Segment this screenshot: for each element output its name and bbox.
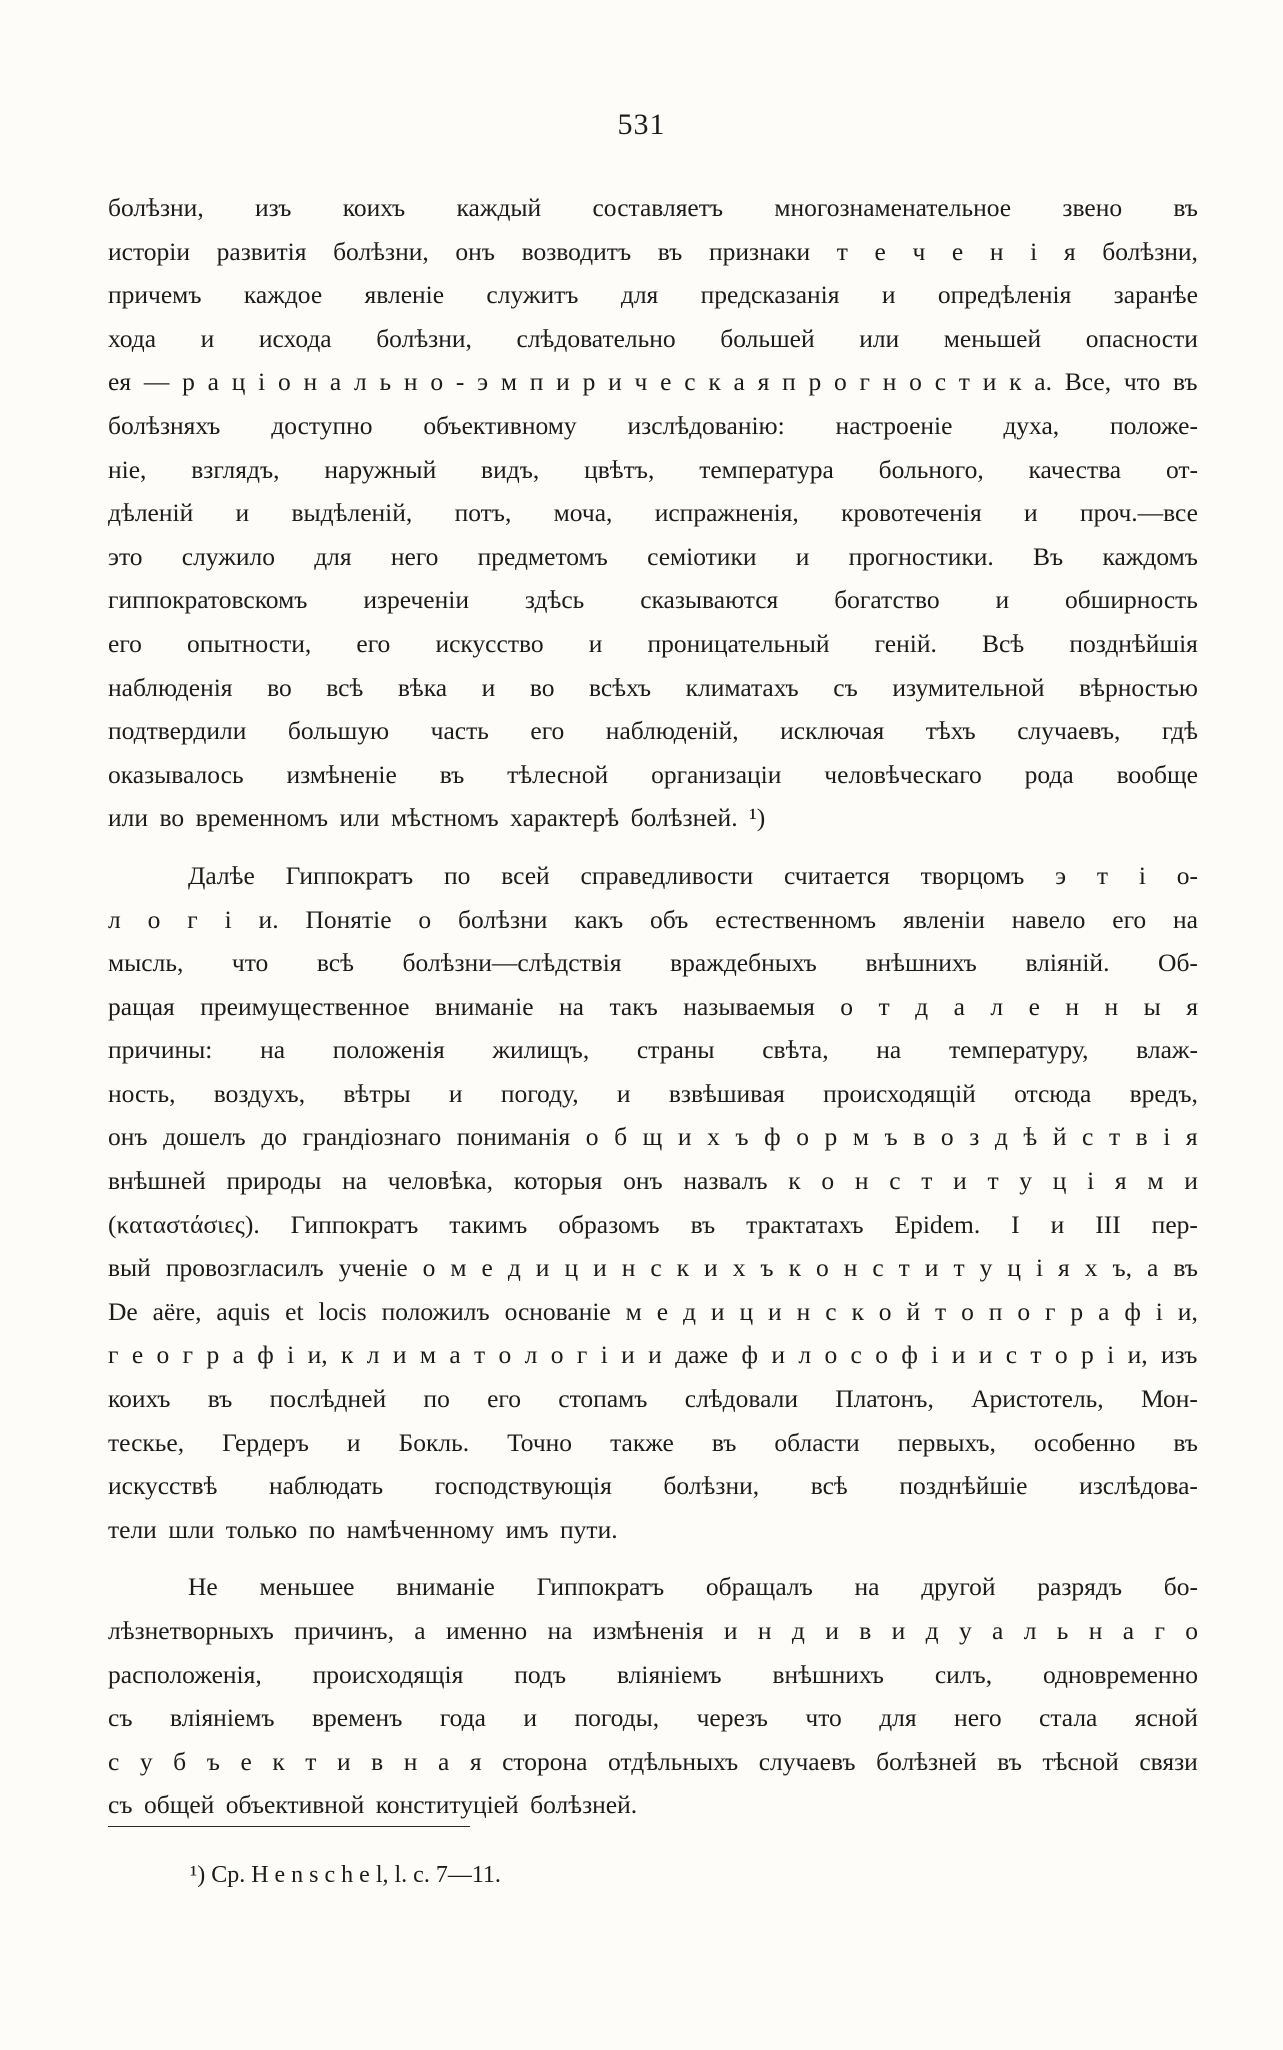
text-line: дѣленій и выдѣленій, потъ, моча, испражненія, кровотеченія и проч.—все xyxy=(108,498,1198,528)
text-line: Не меньшее вниманіе Гиппократъ обращалъ на другой разрядъ бо- xyxy=(188,1572,1198,1602)
text-line: ніе, взглядъ, наружный видъ, цвѣтъ, температура больного, качества от- xyxy=(108,454,1198,484)
text-line: лѣзнетворныхъ причинъ, а именно на измѣненія и н д и в и д у а л ь н а г о xyxy=(108,1616,1198,1645)
page-number: 531 xyxy=(617,108,666,141)
text-line: хода и исхода болѣзни, слѣдовательно большей или меньшей опасности xyxy=(108,323,1198,353)
text-line: мысль, что всѣ болѣзни—слѣдствія враждебныхъ внѣшнихъ вліяній. Об- xyxy=(108,948,1198,978)
paragraph xyxy=(108,186,1198,840)
text-line: болѣзни, изъ коихъ каждый составляетъ многознаменательное звено въ xyxy=(108,193,1198,222)
paragraph-gap xyxy=(108,840,1198,854)
text-line: причины: на положенія жилищъ, страны свѣта, на температуру, влаж- xyxy=(108,1035,1198,1065)
text-line: съ вліяніемъ временъ года и погоды, черезъ что для него стала ясной xyxy=(108,1703,1198,1733)
text-line: л о г і и. Понятіе о болѣзни какъ объ естественномъ явленіи навело его на xyxy=(108,904,1198,934)
text-line: тескье, Гердеръ и Бокль. Точно также въ области первыхъ, особенно въ xyxy=(108,1427,1198,1457)
text-line: его опытности, его искусство и проницательный геній. Всѣ позднѣйшія xyxy=(108,628,1198,658)
text-line: тели шли только по намѣченному имъ пути. xyxy=(108,1514,618,1544)
text-line: коихъ въ послѣдней по его стопамъ слѣдовали Платонъ, Аристотель, Мон- xyxy=(108,1384,1198,1414)
text-line: гиппократовскомъ изреченіи здѣсь сказываются богатство и обширность xyxy=(108,585,1198,615)
text-line: г е о г р а ф і и, к л и м а т о л о г і и и даже ф и л о с о ф і и и с т о р і и, изъ xyxy=(108,1340,1198,1370)
text-line: онъ дошелъ до грандіознаго пониманія о б щ и х ъ ф о р м ъ в о з д ѣ й с т в і я xyxy=(108,1122,1198,1152)
text-line: подтвердили большую часть его наблюденій, исключая тѣхъ случаевъ, гдѣ xyxy=(108,716,1198,746)
text-line: причемъ каждое явленіе служитъ для предсказанія и опредѣленія заранѣе xyxy=(108,280,1198,310)
text-line: ращая преимущественное вниманіе на такъ называемыя о т д а л е н н ы я xyxy=(108,991,1198,1021)
text-line: (καταστάσιες). Гиппократъ такимъ образомъ въ трактатахъ Epidem. I и III пер- xyxy=(108,1209,1198,1239)
paragraph-gap xyxy=(108,1551,1198,1565)
footnote-divider xyxy=(108,1826,470,1827)
text-line: оказывалось измѣненіе въ тѣлесной организаціи человѣческаго рода вообще xyxy=(108,759,1198,789)
text-line: съ общей объективной конституціей болѣзней. xyxy=(108,1790,638,1820)
body-text xyxy=(108,186,1198,1827)
text-line: вый провозгласилъ ученіе о м е д и ц и н с к и х ъ к о н с т и т у ц і я х ъ, а въ xyxy=(108,1253,1198,1283)
text-line: наблюденія во всѣ вѣка и во всѣхъ климатахъ съ изумительной вѣрностью xyxy=(108,672,1198,702)
text-line: с у б ъ е к т и в н а я сторона отдѣльныхъ случаевъ болѣзней въ тѣсной связи xyxy=(108,1746,1198,1776)
text-line: De aëre, aquis et locis положилъ основаніе м е д и ц и н с к о й т о п о г р а ф і и, xyxy=(108,1296,1198,1326)
text-line: Далѣе Гиппократъ по всей справедливости считается творцомъ э т і о- xyxy=(188,860,1198,890)
text-line: болѣзняхъ доступно объективному изслѣдованію: настроеніе духа, положе- xyxy=(108,410,1198,440)
footnote: ¹) Ср. H e n s c h e l, l. c. 7—11. xyxy=(190,1862,501,1888)
text-line: ность, воздухъ, вѣтры и погоду, и взвѣшивая происходящій отсюда вредъ, xyxy=(108,1078,1198,1108)
text-line: или во временномъ или мѣстномъ характерѣ болѣзней. ¹) xyxy=(108,803,766,833)
paragraph xyxy=(108,854,1198,1552)
text-line: это служило для него предметомъ семіотики и прогностики. Въ каждомъ xyxy=(108,541,1198,571)
text-line: исторіи развитія болѣзни, онъ возводитъ въ признаки т е ч е н і я болѣзни, xyxy=(108,236,1198,266)
paragraph xyxy=(108,1565,1198,1827)
text-line: ея — р а ц і о н а л ь н о - э м п и р и ч е с к а я п р о г н о с т и к а. Все, что въ xyxy=(108,367,1198,397)
text-line: искусствѣ наблюдать господствующія болѣзни, всѣ позднѣйшіе изслѣдова- xyxy=(108,1471,1198,1501)
text-line: внѣшней природы на человѣка, которыя онъ назвалъ к о н с т и т у ц і я м и xyxy=(108,1166,1198,1196)
text-line: расположенія, происходящія подъ вліяніемъ внѣшнихъ силъ, одновременно xyxy=(108,1659,1198,1689)
